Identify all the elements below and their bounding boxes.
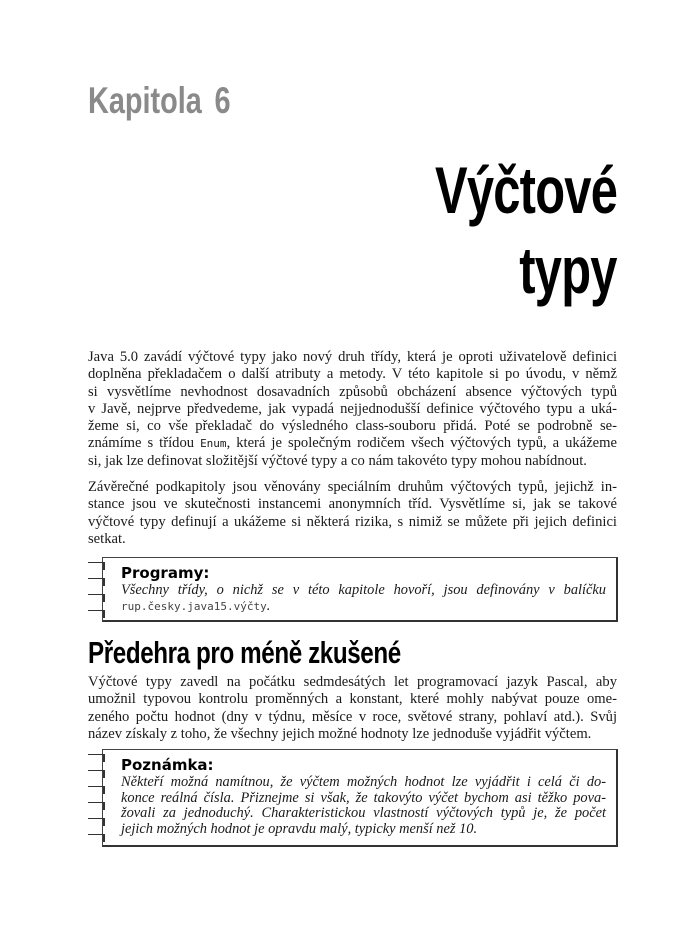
text-line: setkat. xyxy=(88,530,126,547)
spiral-binding-icon xyxy=(88,752,104,845)
section-heading: Předehra pro méně zkušené xyxy=(88,635,401,670)
text-line: Výčtové typy zavedl na počátku sedmdesátých let programovací jazyk Pascal, aby xyxy=(88,674,617,690)
package-name: rup.česky.java15.výčty xyxy=(121,599,267,613)
note-box xyxy=(102,749,618,847)
text-line: zeného počtu hodnot (dny v týdnu, měsíce v roce, světové strany, pohlaví atd.). Svůj xyxy=(88,708,617,725)
text: , která je společným rodičem všech výčtových typů, a ukážeme xyxy=(226,435,617,452)
intro-paragraph-2 xyxy=(88,479,617,548)
chapter-title-line-1: Výčtové xyxy=(434,153,617,227)
programs-text xyxy=(121,583,606,614)
programs-heading: Programy: xyxy=(121,564,210,582)
text-line: jejich možných hodnot je opravdu malý, typicky menší než 10. xyxy=(121,820,478,837)
text-line: název získaly z toho, že všechny jejich možné hodnoty lze jednoduše vyjádřit výčtem. xyxy=(88,725,592,742)
text-line: žeme si, co vše překladač do výsledného class-souboru přidá. Poté se podrobně se- xyxy=(88,418,617,435)
text-line: Závěrečné podkapitoly jsou věnovány speciálním druhům výčtových typů, jejichž in- xyxy=(88,479,617,495)
note-text xyxy=(121,775,606,837)
section-paragraph xyxy=(88,674,617,743)
text: známíme s třídou xyxy=(88,435,201,452)
text-line: konce reálná čísla. Přiznejme si však, že takovýto výčet bychom asi těžko pova- xyxy=(121,789,606,806)
text-line xyxy=(88,435,617,452)
note-heading: Poznámka: xyxy=(121,756,214,774)
text-line: si, jak lze definovat složitější výčtové typy a co nám takovéto typy mohou nabídnout. xyxy=(88,452,587,469)
text-line: v Javě, nejprve předvedeme, jak vypadá nejjednodušší definice výčtového typu a uká- xyxy=(88,400,617,417)
text-line: výčtové typy definují a ukážeme si některá rizika, s nimiž se můžete při jejich definici xyxy=(88,513,617,530)
programs-box xyxy=(102,557,618,622)
text-line: Všechny třídy, o nichž se v této kapitole hovoří, jsou definovány v balíčku xyxy=(121,582,606,598)
text-line: umožnil typovou kontrolu proměnných a konstant, které mohly nabývat pouze ome- xyxy=(88,691,617,708)
chapter-label: Kapitola 6 xyxy=(88,80,231,121)
text-line: Někteří možná namítnou, že výčtem možných hodnot lze vyjádřit i celá či do- xyxy=(121,774,606,790)
code-enum: Enum xyxy=(200,437,227,451)
text-line: stance jsou ve skutečnosti instancemi anonymních tříd. Vysvětlíme si, jak se takové xyxy=(88,496,617,513)
chapter-title-line-2: typy xyxy=(519,233,617,307)
text-line: žovali za jednoduchý. Charakteristickou vlastností výčtových typů je, že počet xyxy=(121,805,606,822)
text: . xyxy=(266,597,271,614)
text-line: doplněna překladačem o další atributy a metody. V této kapitole si po úvodu, v němž xyxy=(88,366,617,383)
text-line: Java 5.0 zavádí výčtové typy jako nový druh třídy, která je oproti uživatelově definici xyxy=(88,349,617,365)
text-line xyxy=(121,599,606,615)
spiral-binding-icon xyxy=(88,560,104,620)
intro-paragraph-1 xyxy=(88,349,617,470)
text-line: si vysvětlíme nevhodnost dosavadních způsobů obcházení absence výčtových typů xyxy=(88,383,617,400)
